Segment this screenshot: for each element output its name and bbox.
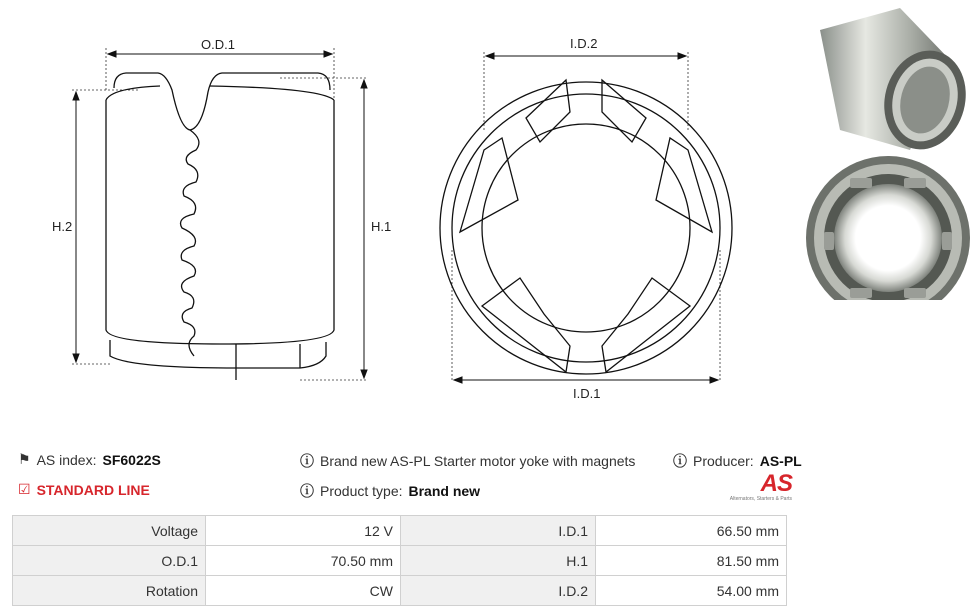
logo-tagline: Alternators, Starters & Parts (729, 496, 792, 502)
producer (673, 451, 802, 471)
spec-label: I.D.2 (401, 576, 596, 606)
standard-line (18, 481, 150, 498)
table-row (13, 516, 787, 546)
spec-label: I.D.1 (401, 516, 596, 546)
as-index-value: SF6022S (102, 451, 161, 468)
producer-label: Producer: (693, 453, 754, 469)
spec-label: Voltage (13, 516, 206, 546)
h2-label: H.2 (52, 219, 73, 234)
table-row (13, 576, 787, 606)
product-type-value: Brand new (408, 483, 481, 499)
product-type (300, 481, 480, 501)
producer-value: AS-PL (759, 453, 802, 469)
spec-value: 70.50 mm (206, 546, 401, 576)
spec-value: 66.50 mm (596, 516, 787, 546)
id1-label: I.D.1 (573, 386, 601, 401)
spec-value: 81.50 mm (596, 546, 787, 576)
side-view-drawing (0, 0, 420, 400)
info-icon: ⓘ (300, 453, 314, 469)
logo-mark: AS (760, 470, 792, 497)
tags-icon: ⚑ (18, 451, 31, 467)
description (300, 451, 635, 471)
spec-label: O.D.1 (13, 546, 206, 576)
h1-label: H.1 (371, 219, 392, 234)
top-view-drawing (420, 0, 760, 400)
checkbox-icon: ☑ (18, 481, 31, 497)
spec-value: 54.00 mm (596, 576, 787, 606)
producer-logo (706, 472, 792, 502)
as-index (18, 451, 161, 468)
description-text: Brand new AS-PL Starter motor yoke with magnets (320, 453, 636, 469)
product-type-label: Product type: (320, 483, 403, 499)
info-icon: ⓘ (673, 453, 687, 469)
spec-label: H.1 (401, 546, 596, 576)
spec-table (12, 515, 787, 606)
table-row (13, 546, 787, 576)
spec-value: CW (206, 576, 401, 606)
as-index-label: AS index: (36, 451, 97, 468)
id2-label: I.D.2 (570, 36, 598, 51)
end-view-photo (806, 156, 970, 300)
od1-label: O.D.1 (201, 37, 235, 52)
info-icon: ⓘ (300, 483, 314, 499)
spec-value: 12 V (206, 516, 401, 546)
spec-label: Rotation (13, 576, 206, 606)
product-photos (800, 0, 976, 300)
standard-line-label: STANDARD LINE (36, 481, 150, 498)
yoke-photo (820, 8, 976, 159)
